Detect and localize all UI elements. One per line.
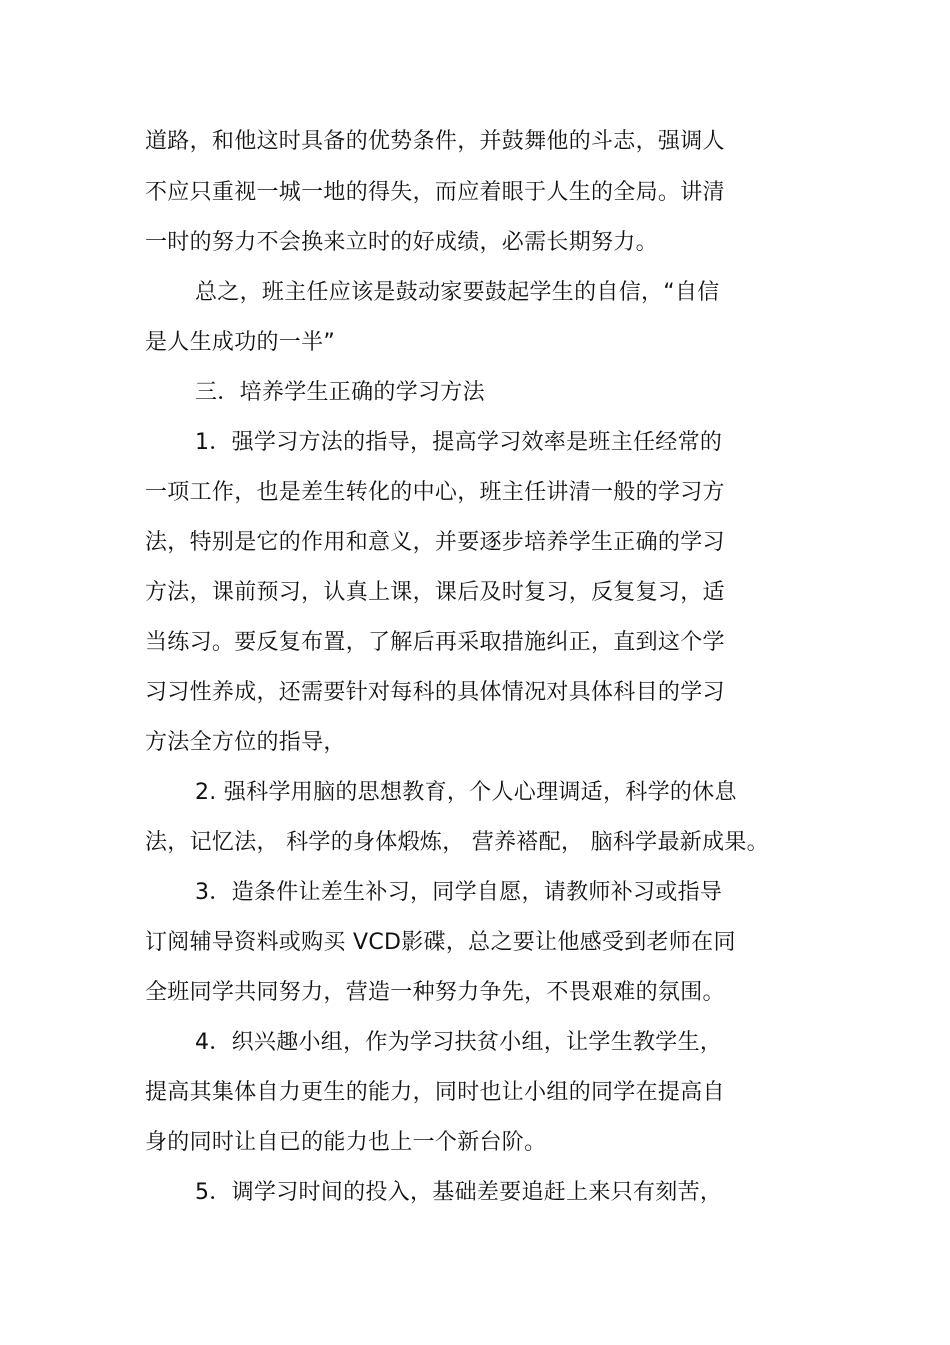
text-line: 全班同学共同努力，营造一种努力争先，不畏艰难的氛围。 <box>145 980 725 1005</box>
paragraph-start-line: 3．造条件让差生补习，同学自愿，请教师补习或指导 <box>195 880 723 905</box>
text-line: 方法全方位的指导， <box>145 730 346 755</box>
text-line: 不应只重视一城一地的得失，而应着眼于人生的全局。讲清 <box>145 180 725 205</box>
paragraph-start-line: 2. 强科学用脑的思想教育，个人心理调适，科学的休息 <box>195 780 737 805</box>
text-line: 是人生成功的一半” <box>145 330 336 355</box>
text-line: 方法，课前预习，认真上课，课后及时复习，反复复习，适 <box>145 580 725 605</box>
text-line: 法，记忆法， 科学的身体煅炼， 营养褡配， 脑科学最新成果。 <box>145 830 769 855</box>
paragraph-start-line: 4．织兴趣小组，作为学习扶贫小组，让学生教学生， <box>195 1030 723 1055</box>
paragraph-start-line: 总之，班主任应该是鼓动家要鼓起学生的自信，“自信 <box>195 280 720 305</box>
text-line: 身的同时让自已的能力也上一个新台阶。 <box>145 1130 547 1155</box>
paragraph-start-line: 5．调学习时间的投入，基础差要追赶上来只有刻苦， <box>195 1180 723 1205</box>
text-line: 道路，和他这时具备的优势条件，并鼓舞他的斗志，强调人 <box>145 129 725 154</box>
text-line: 法，特别是它的作用和意义，并要逐步培养学生正确的学习 <box>145 530 725 555</box>
text-line: 当练习。要反复布置，了解后再采取措施纠正，直到这个学 <box>145 630 725 655</box>
text-line: 提高其集体自力更生的能力，同时也让小组的同学在提高自 <box>145 1080 725 1105</box>
section-heading: 三．培养学生正确的学习方法 <box>195 380 485 405</box>
text-line: 一项工作，也是差生转化的中心，班主任讲清一般的学习方 <box>145 480 725 505</box>
text-line: 习习性养成，还需要针对每科的具体情况对具体科目的学习 <box>145 680 725 705</box>
text-line: 订阅辅导资料或购买 VCD影碟，总之要让他感受到老师在同 <box>145 930 736 955</box>
paragraph-start-line: 1．强学习方法的指导，提高学习效率是班主任经常的 <box>195 430 723 455</box>
text-line: 一时的努力不会换来立时的好成绩，必需长期努力。 <box>145 230 658 255</box>
